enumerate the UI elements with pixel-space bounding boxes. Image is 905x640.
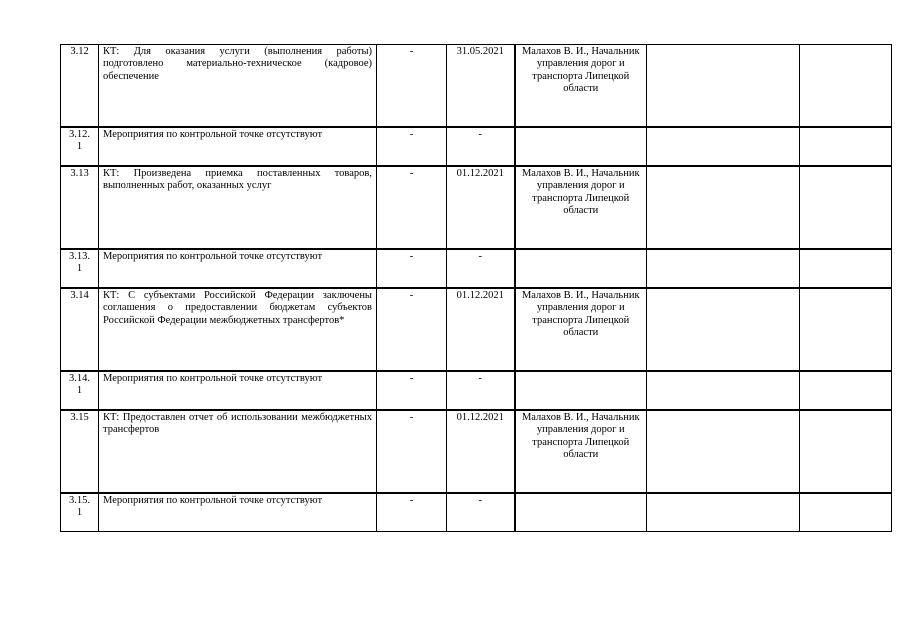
row-description: КТ: Предоставлен отчет об использовании межбюджетных трансфертов	[99, 410, 377, 493]
row-end-date: -	[447, 371, 515, 410]
row-document	[647, 166, 800, 249]
row-number	[61, 493, 99, 532]
row-start-date: -	[377, 127, 447, 166]
row-responsible	[515, 493, 647, 532]
row-type	[800, 45, 892, 128]
row-document	[647, 127, 800, 166]
row-end-date: 01.12.2021	[447, 288, 515, 371]
row-document	[647, 371, 800, 410]
row-description: КТ: Произведена приемка поставленных товаров, выполненных работ, оказанных услуг	[99, 166, 377, 249]
row-responsible: Малахов В. И., Начальник управления дорог и транспорта Липецкой области	[515, 45, 647, 128]
row-start-date: -	[377, 410, 447, 493]
row-description: Мероприятия по контрольной точке отсутствуют	[99, 493, 377, 532]
table-row	[61, 45, 892, 128]
table-row	[61, 410, 892, 493]
table-row	[61, 288, 892, 371]
row-end-date: -	[447, 127, 515, 166]
row-start-date: -	[377, 288, 447, 371]
row-type	[800, 127, 892, 166]
row-document	[647, 410, 800, 493]
row-end-date: 01.12.2021	[447, 166, 515, 249]
row-description: Мероприятия по контрольной точке отсутствуют	[99, 127, 377, 166]
row-responsible: Малахов В. И., Начальник управления дорог и транспорта Липецкой области	[515, 410, 647, 493]
row-start-date: -	[377, 493, 447, 532]
row-description: Мероприятия по контрольной точке отсутствуют	[99, 371, 377, 410]
row-number: 3.12	[61, 45, 99, 128]
row-responsible	[515, 249, 647, 288]
row-number	[61, 249, 99, 288]
row-responsible: Малахов В. И., Начальник управления дорог и транспорта Липецкой области	[515, 288, 647, 371]
table-row	[61, 371, 892, 410]
table-row	[61, 493, 892, 532]
row-number-text: 3.15. 1	[69, 495, 90, 519]
row-start-date: -	[377, 371, 447, 410]
row-type	[800, 371, 892, 410]
row-start-date: -	[377, 249, 447, 288]
table-row	[61, 127, 892, 166]
row-description: КТ: Для оказания услуги (выполнения работы) подготовлено материально-техническое (кадровое) обеспечение	[99, 45, 377, 128]
row-document	[647, 288, 800, 371]
row-start-date: -	[377, 166, 447, 249]
table-row	[61, 249, 892, 288]
row-document	[647, 493, 800, 532]
row-end-date: 01.12.2021	[447, 410, 515, 493]
row-number	[61, 371, 99, 410]
row-end-date: -	[447, 493, 515, 532]
row-responsible	[515, 127, 647, 166]
row-end-date: -	[447, 249, 515, 288]
row-number-text: 3.13. 1	[69, 251, 90, 275]
row-document	[647, 45, 800, 128]
row-description: КТ: С субъектами Российской Федерации заключены соглашения о предоставлении бюджетам субъектов Российской Федерации межбюджетных трансфертов*	[99, 288, 377, 371]
row-number: 3.14	[61, 288, 99, 371]
row-type	[800, 166, 892, 249]
row-type	[800, 249, 892, 288]
row-start-date: -	[377, 45, 447, 128]
row-number	[61, 127, 99, 166]
row-number: 3.13	[61, 166, 99, 249]
row-type	[800, 288, 892, 371]
row-number-text: 3.14. 1	[69, 373, 90, 397]
row-responsible: Малахов В. И., Начальник управления дорог и транспорта Липецкой области	[515, 166, 647, 249]
row-number-text: 3.12. 1	[69, 129, 90, 153]
row-document	[647, 249, 800, 288]
row-type	[800, 493, 892, 532]
plan-table	[60, 44, 892, 532]
row-end-date: 31.05.2021	[447, 45, 515, 128]
table-row	[61, 166, 892, 249]
row-number: 3.15	[61, 410, 99, 493]
row-type	[800, 410, 892, 493]
row-description: Мероприятия по контрольной точке отсутствуют	[99, 249, 377, 288]
row-responsible	[515, 371, 647, 410]
